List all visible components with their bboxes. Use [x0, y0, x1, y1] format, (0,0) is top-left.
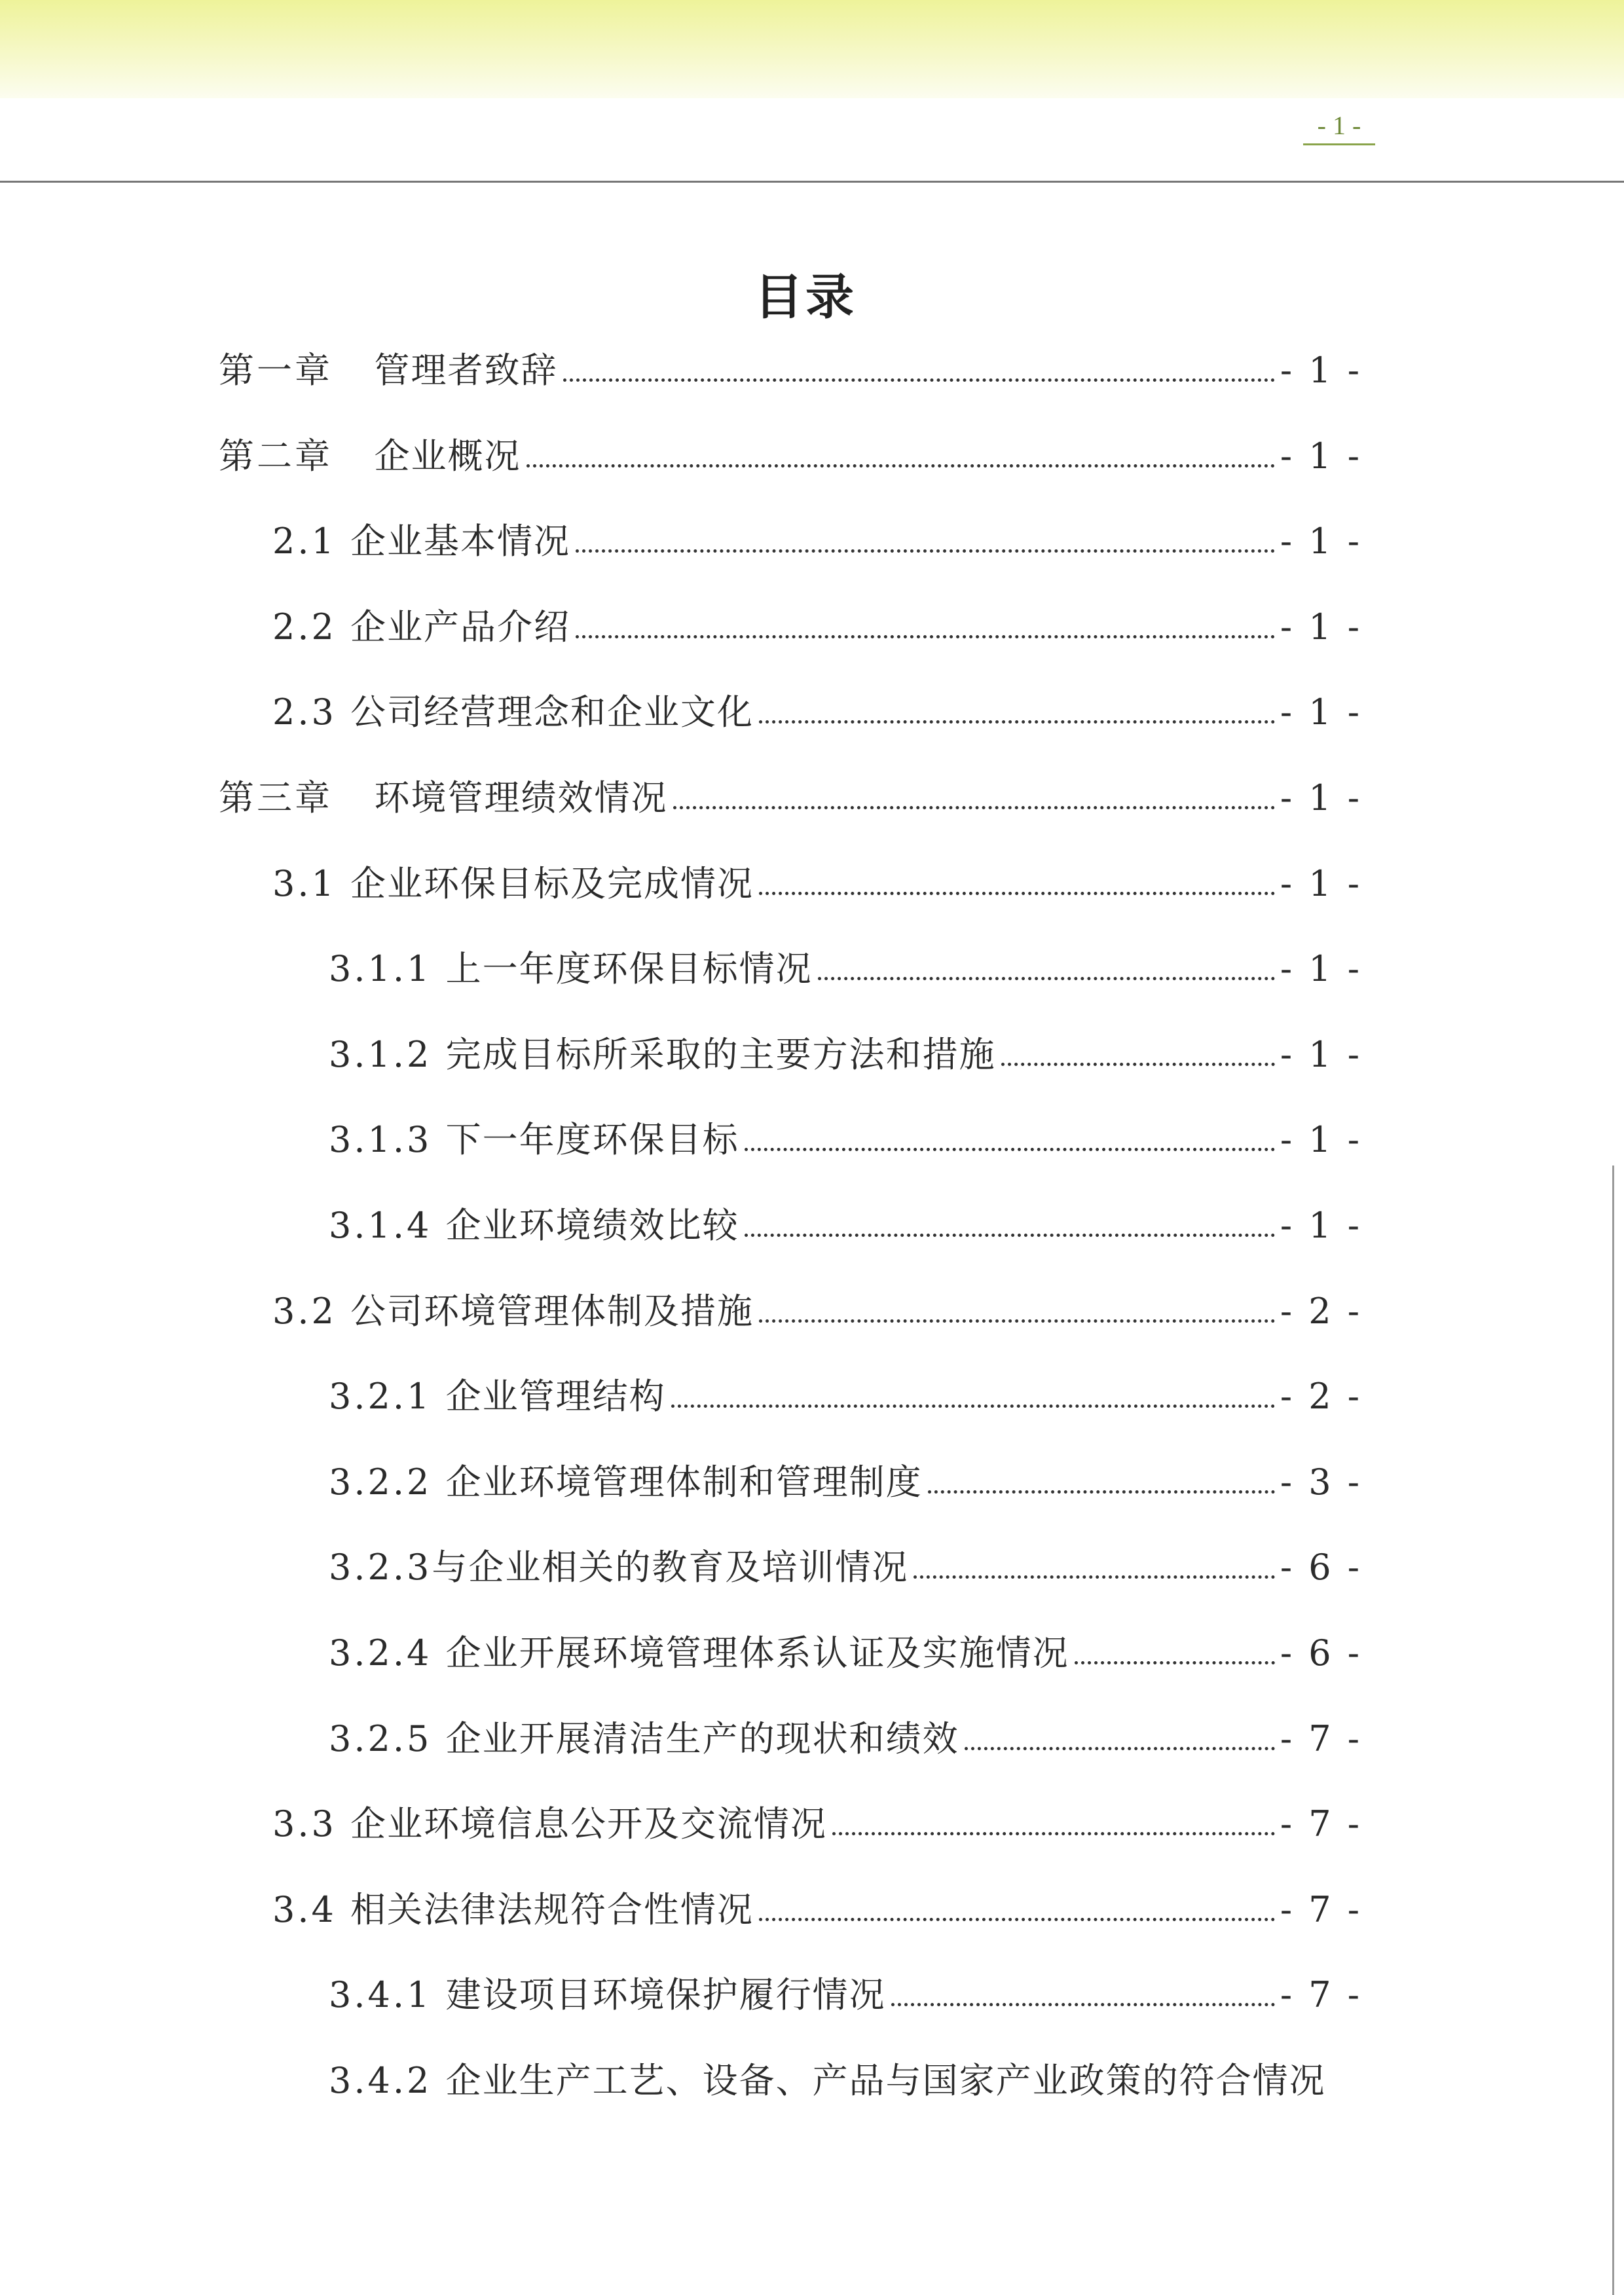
toc-entry-page: - 7 -	[1280, 1889, 1362, 1930]
toc-entry-title: 与企业相关的教育及培训情况	[432, 1547, 909, 1588]
toc-entry-title: 建设项目环境保护履行情况	[445, 1974, 886, 2015]
toc-entry[interactable]	[272, 678, 1362, 733]
toc-entry[interactable]	[272, 593, 1362, 648]
toc-entry-number: 2.3	[272, 691, 351, 733]
toc-leader-dots	[818, 977, 1275, 980]
toc-leader-dots	[563, 378, 1275, 382]
toc-entry-number: 3.4	[272, 1889, 351, 1930]
toc-entry-page: - 1 -	[1280, 521, 1362, 562]
toc-entry-page: - 1 -	[1280, 1205, 1362, 1246]
toc-entry-page: - 1 -	[1280, 691, 1362, 733]
toc-entry-number: 3.2.4	[329, 1632, 446, 1674]
toc-entry-number: 3.2.2	[329, 1461, 446, 1503]
toc-entry-page: - 1 -	[1280, 777, 1362, 818]
toc-entry-page: - 6 -	[1280, 1547, 1362, 1588]
toc-leader-dots	[759, 892, 1275, 895]
toc-leader-dots	[745, 1234, 1275, 1237]
toc-entry-page: - 1 -	[1280, 350, 1362, 391]
toc-entry-number: 3.3	[272, 1803, 351, 1845]
toc-entry-number: 3.1	[272, 863, 351, 904]
toc-entry-title: 企业基本情况	[350, 521, 571, 562]
toc-leader-dots	[576, 549, 1275, 553]
toc-entry-number: 3.2	[272, 1291, 351, 1332]
toc-entry[interactable]	[329, 1191, 1362, 1246]
toc-entry-page: - 2 -	[1280, 1291, 1362, 1332]
toc-entry-number: 第三章	[219, 777, 375, 818]
toc-entry-title: 企业环境信息公开及交流情况	[350, 1803, 828, 1845]
toc-entry-title: 公司环境管理体制及措施	[350, 1291, 754, 1332]
toc-entry-page: - 3 -	[1280, 1461, 1362, 1503]
toc-entry-title: 企业环境绩效比较	[445, 1205, 739, 1246]
toc-entry[interactable]	[272, 1790, 1362, 1845]
toc-entry-title: 企业生产工艺、设备、产品与国家产业政策的符合情况	[445, 2060, 1326, 2101]
toc-entry[interactable]	[272, 849, 1362, 902]
toc-entry-number: 3.2.5	[329, 1718, 446, 1759]
toc-entry-number: 3.4.2	[329, 2060, 446, 2101]
toc-entry-number: 3.1.4	[329, 1205, 446, 1246]
toc-entry[interactable]	[219, 422, 1362, 477]
toc-leader-dots	[928, 1490, 1275, 1494]
toc-entry-title: 企业概况	[374, 435, 521, 477]
toc-entry-number: 2.2	[272, 606, 351, 648]
toc-leader-dots	[1001, 1063, 1275, 1066]
toc-entry-page: - 2 -	[1280, 1376, 1362, 1417]
toc-leader-dots	[759, 1918, 1275, 1921]
toc-leader-dots	[891, 2003, 1275, 2006]
toc-entry-title: 管理者致辞	[374, 350, 558, 391]
toc-entry-page: - 7 -	[1280, 1718, 1362, 1759]
toc-entry-page: - 1 -	[1280, 606, 1362, 648]
toc-entry-page: - 1 -	[1280, 863, 1362, 904]
toc-entry-number: 3.1.2	[329, 1034, 446, 1075]
toc-entry[interactable]	[329, 1105, 1362, 1158]
toc-entry-number: 3.1.3	[329, 1119, 446, 1160]
toc-entry-page: - 1 -	[1280, 1119, 1362, 1160]
toc-leader-dots	[1075, 1661, 1275, 1664]
toc-entry-title: 下一年度环保目标	[445, 1119, 739, 1160]
toc-entry[interactable]	[329, 1533, 1362, 1588]
toc-leader-dots	[759, 720, 1275, 724]
toc-entry[interactable]	[219, 763, 1362, 816]
toc-entry-number: 3.1.1	[329, 948, 446, 989]
toc-entry[interactable]	[272, 507, 1362, 562]
toc-leader-dots	[832, 1832, 1275, 1835]
toc-entry[interactable]	[329, 1960, 1362, 2013]
toc-entry-number: 3.2.1	[329, 1376, 446, 1417]
toc-entry[interactable]	[272, 1875, 1362, 1928]
toc-entry-page: - 7 -	[1280, 1974, 1362, 2015]
toc-entry[interactable]	[272, 1277, 1362, 1332]
toc-entry-page: - 6 -	[1280, 1632, 1362, 1674]
toc-entry-page: - 1 -	[1280, 435, 1362, 477]
toc-entry-title: 上一年度环保目标情况	[445, 948, 813, 989]
toc-entry[interactable]	[329, 1704, 1362, 1757]
toc-entry-number: 3.2.3	[329, 1547, 432, 1588]
toc-entry[interactable]	[329, 1448, 1362, 1503]
toc-entry-title: 公司经营理念和企业文化	[350, 691, 754, 733]
page-title: 目录	[754, 268, 857, 325]
toc-leader-dots	[759, 1319, 1275, 1323]
toc-entry[interactable]	[329, 934, 1362, 987]
toc-entry[interactable]	[329, 1362, 1362, 1417]
toc-entry-page: - 1 -	[1280, 948, 1362, 989]
toc-entry-number: 第一章	[219, 350, 375, 391]
toc-entry-title: 企业开展清洁生产的现状和绩效	[445, 1718, 959, 1759]
toc-entry-title: 企业管理结构	[445, 1376, 666, 1417]
toc-leader-dots	[576, 635, 1275, 638]
toc-entry-title: 相关法律法规符合性情况	[350, 1889, 754, 1930]
toc-leader-dots	[913, 1575, 1274, 1579]
toc-entry[interactable]	[329, 2046, 1359, 2099]
toc-leader-dots	[745, 1148, 1275, 1151]
toc-leader-dots	[526, 464, 1275, 468]
toc-entry-number: 2.1	[272, 521, 351, 562]
toc-entry-page: - 1 -	[1280, 1034, 1362, 1075]
toc-entry-title: 完成目标所采取的主要方法和措施	[445, 1034, 996, 1075]
toc-leader-dots	[965, 1747, 1275, 1750]
toc-entry-title: 环境管理绩效情况	[374, 777, 668, 818]
toc-leader-dots	[671, 1405, 1275, 1408]
toc-entry-title: 企业开展环境管理体系认证及实施情况	[445, 1632, 1069, 1674]
toc-entry[interactable]	[329, 1020, 1362, 1073]
toc-entry-title: 企业环境管理体制和管理制度	[445, 1461, 923, 1503]
toc-entry-page: - 7 -	[1280, 1803, 1362, 1845]
toc-entry[interactable]	[219, 336, 1362, 391]
toc-leader-dots	[673, 806, 1275, 809]
page-number: - 1 -	[1303, 110, 1375, 145]
toc-entry[interactable]	[329, 1619, 1362, 1674]
toc-entry-title: 企业环保目标及完成情况	[350, 863, 754, 904]
toc-entry-title: 企业产品介绍	[350, 606, 571, 648]
toc-entry-number: 第二章	[219, 435, 375, 477]
toc-entry-number: 3.4.1	[329, 1974, 446, 2015]
